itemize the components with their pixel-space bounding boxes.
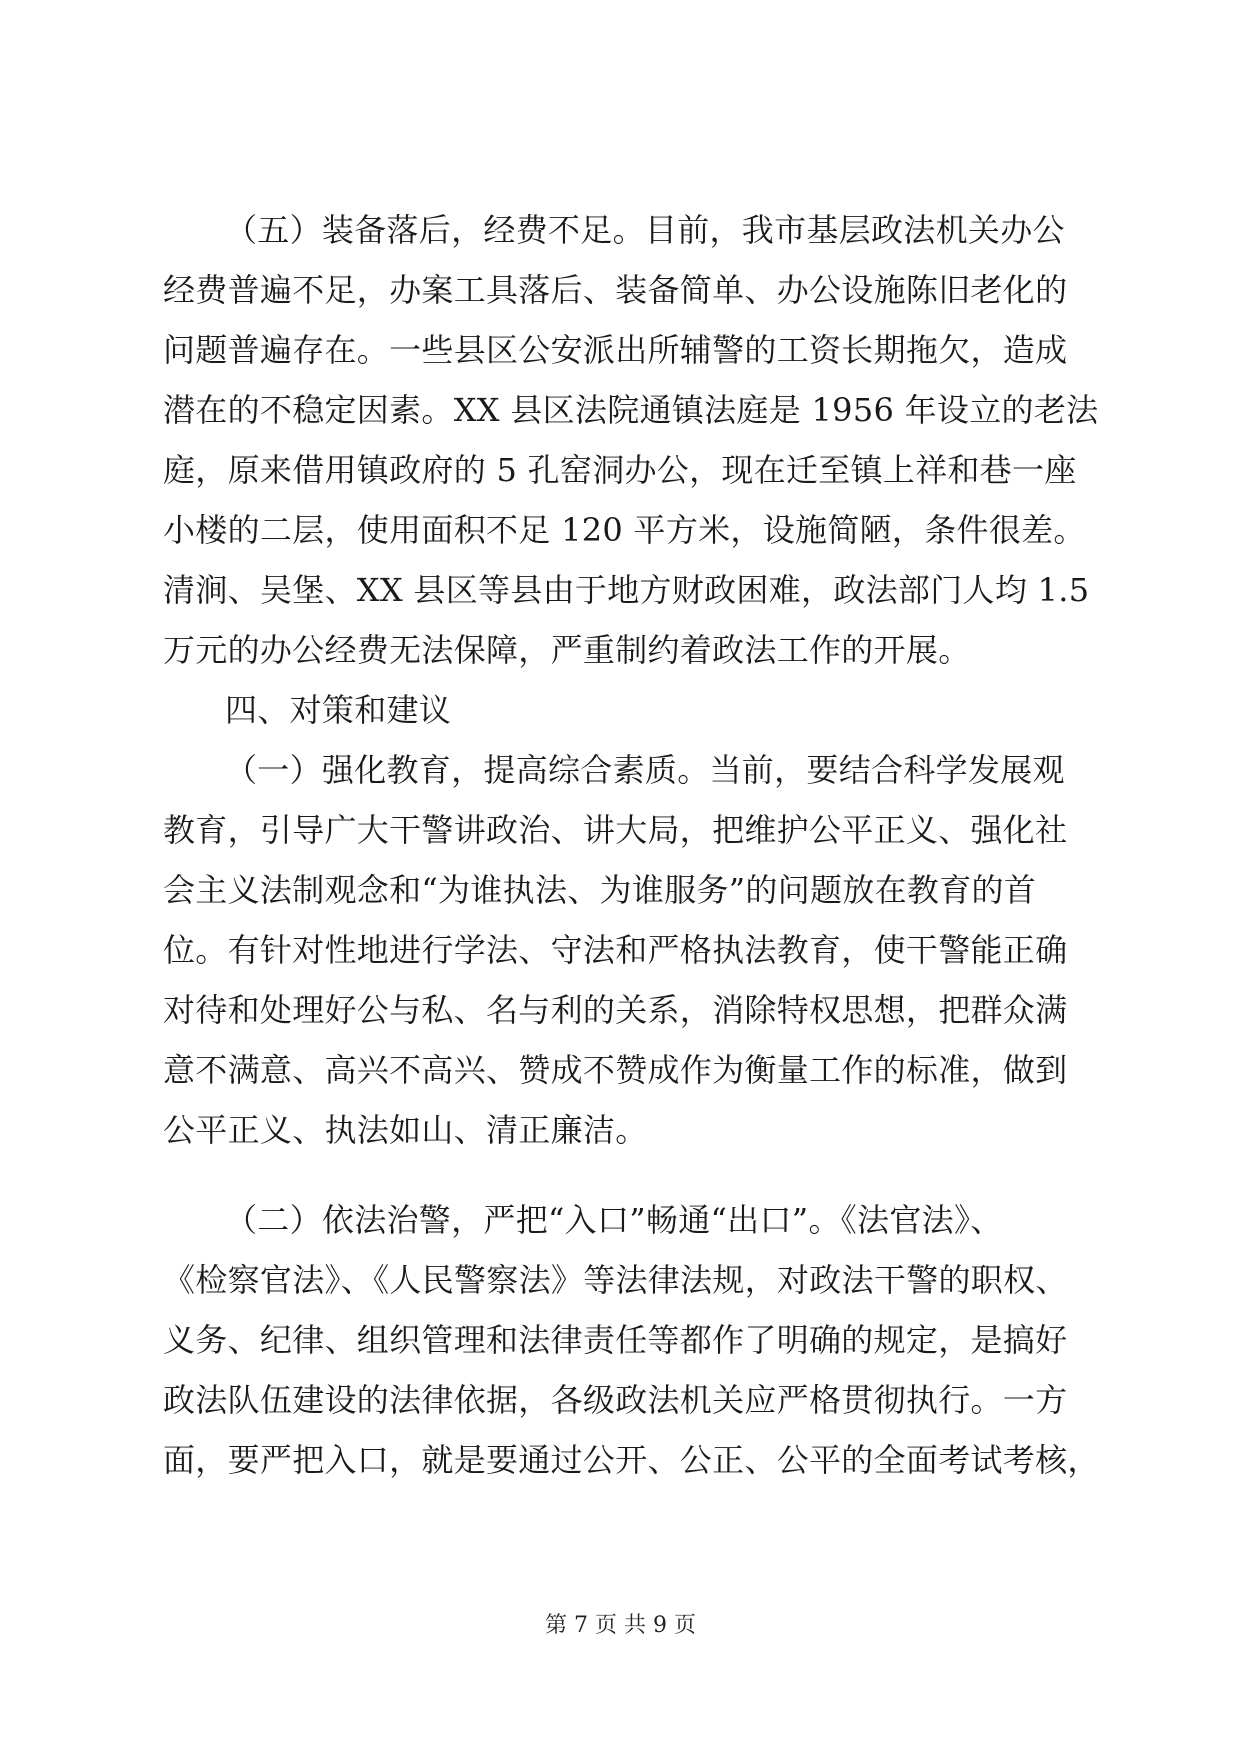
paragraph-line: 问题普遍存在。一些县区公安派出所辅警的工资长期拖欠，造成 bbox=[163, 331, 1068, 369]
paragraph-line: 小楼的二层，使用面积不足 120 平方米，设施简陋，条件很差。 bbox=[163, 511, 1086, 549]
paragraph-line: 公平正义、执法如山、清正廉洁。 bbox=[163, 1111, 648, 1149]
paragraph-line: （二）依法治警，严把“入口”畅通“出口”。《法官法》、 bbox=[225, 1201, 1003, 1239]
paragraph-line: 《检察官法》、《人民警察法》等法律法规，对政法干警的职权、 bbox=[163, 1261, 1068, 1299]
paragraph-line: 庭，原来借用镇政府的 5 孔窑洞办公，现在迁至镇上祥和巷一座 bbox=[163, 451, 1077, 489]
paragraph-line: 清涧、吴堡、XX 县区等县由于地方财政困难，政法部门人均 1.5 bbox=[163, 571, 1090, 609]
paragraph-line: 潜在的不稳定因素。XX 县区法院通镇法庭是 1956 年设立的老法 bbox=[163, 391, 1099, 429]
page-footer: 第 7 页 共 9 页 bbox=[545, 1613, 696, 1638]
paragraph-line: 政法队伍建设的法律依据，各级政法机关应严格贯彻执行。一方 bbox=[163, 1381, 1068, 1419]
paragraph-line: 会主义法制观念和“为谁执法、为谁服务”的问题放在教育的首 bbox=[163, 871, 1037, 909]
section-heading: 四、对策和建议 bbox=[225, 691, 452, 729]
paragraph-line: 义务、纪律、组织管理和法律责任等都作了明确的规定，是搞好 bbox=[163, 1321, 1068, 1359]
paragraph-line: 教育，引导广大干警讲政治、讲大局，把维护公平正义、强化社 bbox=[163, 811, 1068, 849]
paragraph-line: 万元的办公经费无法保障，严重制约着政法工作的开展。 bbox=[163, 631, 971, 669]
paragraph-line: 经费普遍不足，办案工具落后、装备简单、办公设施陈旧老化的 bbox=[163, 271, 1068, 309]
paragraph-line: （五）装备落后，经费不足。目前，我市基层政法机关办公 bbox=[225, 211, 1065, 249]
paragraph-line: 对待和处理好公与私、名与利的关系，消除特权思想，把群众满 bbox=[163, 991, 1068, 1029]
paragraph-line: （一）强化教育，提高综合素质。当前，要结合科学发展观 bbox=[225, 751, 1065, 789]
paragraph-line: 面，要严把入口，就是要通过公开、公正、公平的全面考试考核， bbox=[163, 1441, 1100, 1479]
paragraph-line: 位。有针对性地进行学法、守法和严格执法教育，使干警能正确 bbox=[163, 931, 1068, 969]
paragraph-line: 意不满意、高兴不高兴、赞成不赞成作为衡量工作的标准，做到 bbox=[163, 1051, 1068, 1089]
